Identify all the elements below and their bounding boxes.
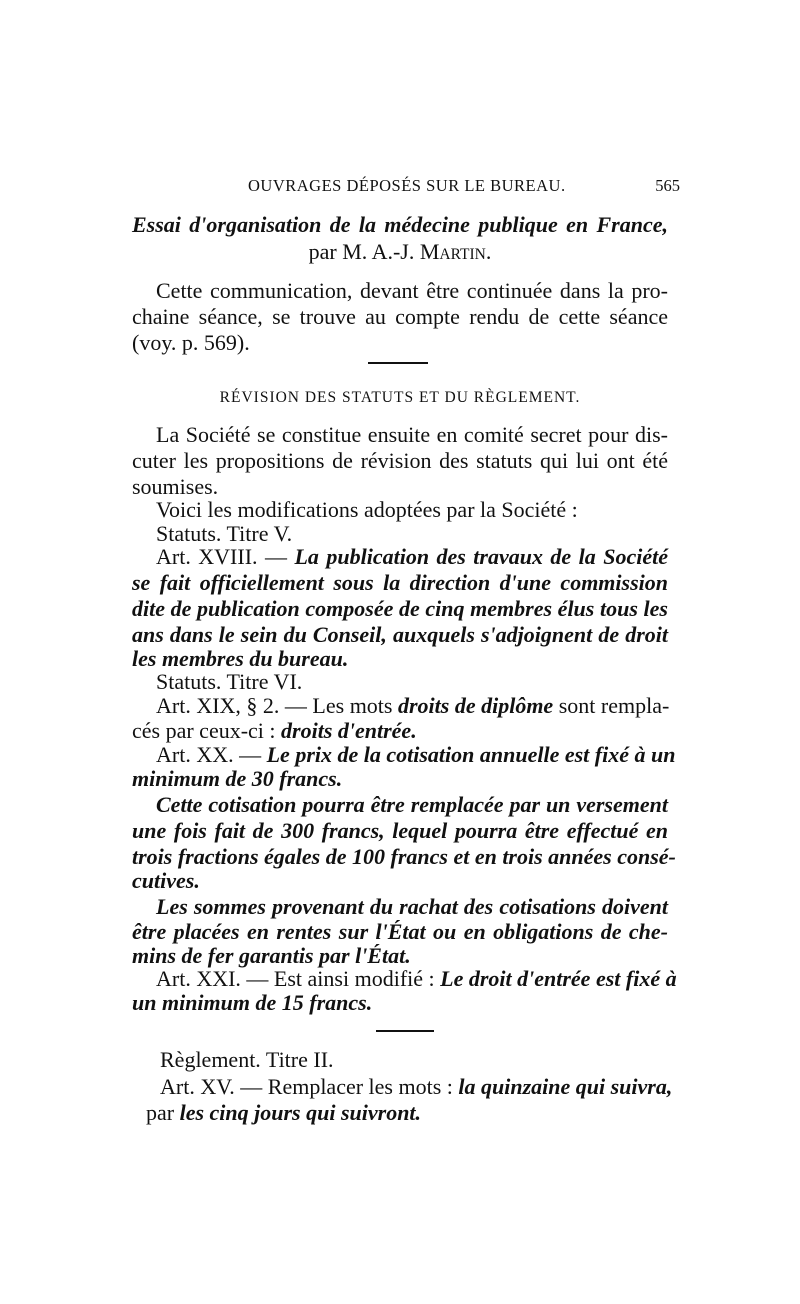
section-heading: RÉVISION DES STATUTS ET DU RÈGLEMENT. xyxy=(219,389,581,406)
art15-line-2 xyxy=(146,1100,682,1126)
essay-by: par M. A.-J. xyxy=(308,239,420,264)
communication-line-1: Cette communication, devant être continuée dans la pro- xyxy=(156,278,668,303)
art18-line-1 xyxy=(156,544,668,570)
cotisation-line-2: une fois fait de 300 francs, lequel pourra être effectué en xyxy=(132,818,668,843)
essay-title: Essai d'organisation de la médecine publique en France, xyxy=(132,212,668,237)
art20-line-1 xyxy=(156,742,676,768)
art18-text-1: La publication des travaux de la Société xyxy=(294,544,668,569)
statuts-titre-v: Statuts. Titre V. xyxy=(156,521,293,546)
intro-line-3: soumises. xyxy=(132,474,219,499)
voici-line: Voici les modifications adoptées par la Société : xyxy=(156,497,578,522)
intro-line-1: La Société se constitue ensuite en comité secret pour dis- xyxy=(156,422,668,447)
communication-line-2: chaine séance, se trouve au compte rendu de cette séance xyxy=(132,304,668,329)
art21-line-1 xyxy=(156,966,677,992)
art18-line-2: se fait officiellement sous la direction d'une commission xyxy=(132,570,668,595)
art18-line-3: dite de publication composée de cinq membres élus tous les xyxy=(132,596,668,621)
art15-label: Art. XV. — Remplacer les mots : xyxy=(160,1074,459,1099)
header-title: OUVRAGES DÉPOSÉS SUR LE BUREAU. xyxy=(248,176,566,195)
reglement-titre-ii: Règlement. Titre II. xyxy=(160,1047,334,1072)
running-header xyxy=(132,176,680,200)
art15-emph-2: les cinq jours qui suivront. xyxy=(179,1100,422,1125)
art19-label: Art. XIX, § 2. — Les mots xyxy=(156,693,398,718)
art19-line2-start: cés par ceux-ci : xyxy=(132,718,282,743)
art18-line-4: ans dans le sein du Conseil, auxquels s'adjoignent de droit xyxy=(132,622,668,647)
art21-text-1: Le droit d'entrée est fixé à xyxy=(440,966,677,991)
intro-line-2: cuter les propositions de révision des statuts qui lui ont été xyxy=(132,448,668,473)
art20-line-2: minimum de 30 francs. xyxy=(132,766,343,791)
essay-author xyxy=(132,239,668,268)
sommes-line-1: Les sommes provenant du rachat des cotisations doivent xyxy=(156,894,668,919)
sommes-line-2: être placées en rentes sur l'État ou en obligations de che- xyxy=(132,919,668,944)
closing-divider xyxy=(376,1030,434,1032)
art15-emph-1: la quinzaine qui suivra, xyxy=(458,1074,673,1099)
art19-line-2 xyxy=(132,718,668,744)
art15-line2-start: par xyxy=(146,1100,180,1125)
author-end: . xyxy=(485,239,492,264)
art19-rest-1: sont rempla- xyxy=(553,693,670,718)
art21-label: Art. XXI. — Est ainsi modifié : xyxy=(156,966,441,991)
sommes-line-3: mins de fer garantis par l'État. xyxy=(132,943,411,968)
art19-emph-1: droits de diplôme xyxy=(397,693,554,718)
cotisation-line-3: trois fractions égales de 100 francs et en trois années consé- xyxy=(132,844,676,869)
statuts-titre-vi: Statuts. Titre VI. xyxy=(156,669,303,694)
page-number: 565 xyxy=(655,176,680,195)
art18-label: Art. XVIII. — xyxy=(156,544,295,569)
art19-emph-2: droits d'entrée. xyxy=(281,718,417,743)
art21-line-2: un minimum de 15 francs. xyxy=(132,990,373,1015)
cotisation-line-1: Cette cotisation pourra être remplacée par un versement xyxy=(156,792,668,817)
communication-line-3: (voy. p. 569). xyxy=(132,330,250,355)
author-initial: M xyxy=(419,239,440,264)
section-divider xyxy=(368,362,428,364)
author-smallcaps: ARTIN xyxy=(439,246,486,263)
art20-label: Art. XX. — xyxy=(156,742,267,767)
cotisation-line-4: cutives. xyxy=(132,868,200,893)
art20-text-1: Le prix de la cotisation annuelle est fixé à un xyxy=(266,742,676,767)
art19-line-1 xyxy=(156,693,668,719)
art15-line-1 xyxy=(160,1074,673,1100)
art18-line-5: les membres du bureau. xyxy=(132,646,349,671)
